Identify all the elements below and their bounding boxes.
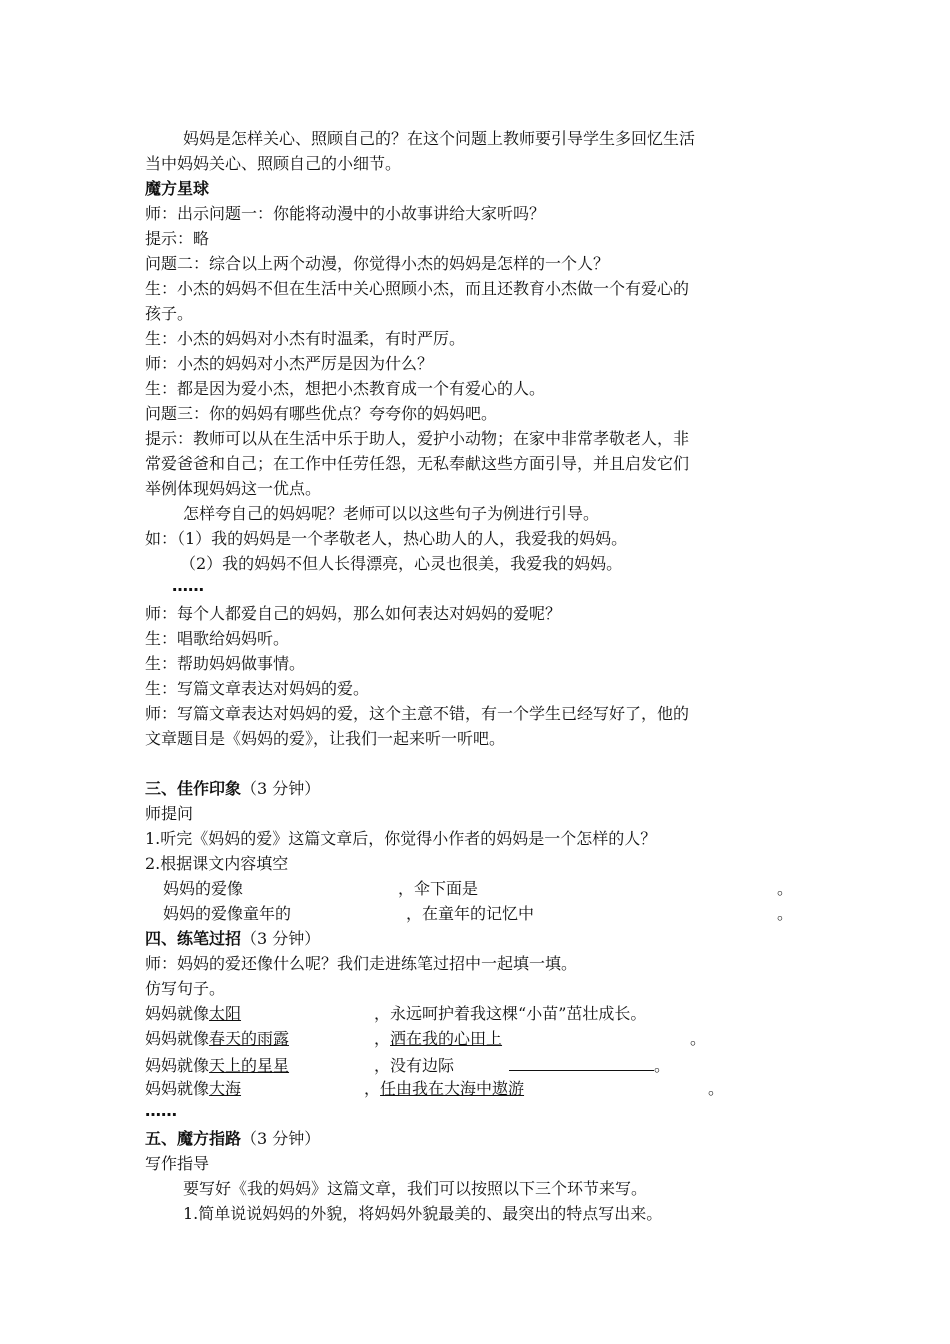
example-1: 如：（1）我的妈妈是一个孝敬老人，热心助人的人，我爱我的妈妈。 [145,529,628,548]
example-2: （2）我的妈妈不但人长得漂亮，心灵也很美，我爱我的妈妈。 [180,554,623,573]
imitation-row: 妈妈就像大海 ，任由我在大海中遨游 。 [145,1079,725,1098]
dialogue-line: 常爱爸爸和自己；在工作中任劳任怨，无私奉献这些方面引导，并且启发它们 [145,454,690,473]
writing-guide-line-1: 要写好《我的妈妈》这篇文章，我们可以按照以下三个环节来写。 [183,1179,648,1198]
section-5-title: 五、魔方指路 [145,1129,242,1148]
section-3-title: 三、佳作印象 [145,779,242,798]
intro-line-1: 妈妈是怎样关心、照顾自己的？在这个问题上教师要引导学生多回忆生活 [183,129,696,148]
dialogue-line: 文章题目是《妈妈的爱》，让我们一起来听一听吧。 [145,729,506,748]
dialogue-line: 孩子。 [145,304,194,323]
section-3-time: （3 分钟） [241,779,321,798]
dialogue-line: 举例体现妈妈这一优点。 [145,479,322,498]
imitation-row: 妈妈就像天上的星星 ，没有边际 。 [145,1056,671,1075]
dialogue-line: 问题三：你的妈妈有哪些优点？夸夸你的妈妈吧。 [145,404,498,423]
dialogue-line: 生：都是因为爱小杰，想把小杰教育成一个有爱心的人。 [145,379,546,398]
dialogue-line: 生：唱歌给妈妈听。 [145,629,290,648]
section-4-time: （3 分钟） [241,929,321,948]
dialogue-line: 生：小杰的妈妈不但在生活中关心照顾小杰，而且还教育小杰做一个有爱心的 [145,279,690,298]
dialogue-line: 师：小杰的妈妈对小杰严厉是因为什么？ [145,354,434,373]
mofang-heading: 魔方星球 [145,179,210,198]
section-4-lead: 师：妈妈的爱还像什么呢？我们走进练笔过招中一起填一填。 [145,954,578,973]
imitation-row: 妈妈就像春天的雨露 ，洒在我的心田上 。 [145,1029,707,1048]
fill-blank-2: 妈妈的爱像童年的 ，在童年的记忆中 。 [163,904,794,923]
dialogue-line: 师：写篇文章表达对妈妈的爱，这个主意不错，有一个学生已经写好了，他的 [145,704,690,723]
section-5-heading [145,1129,320,1149]
dialogue-line: 生：写篇文章表达对妈妈的爱。 [145,679,370,698]
how-to-praise: 怎样夸自己的妈妈呢？老师可以以这些句子为例进行引导。 [183,504,600,523]
answer-blank[interactable] [509,1054,654,1071]
writing-guide-label: 写作指导 [145,1154,210,1173]
section-3-heading [145,779,320,799]
ellipsis: …… [172,576,204,595]
teacher-asks: 师提问 [145,804,194,823]
imitation-row: 妈妈就像太阳 ，永远呵护着我这棵“小苗”茁壮成长。 [145,1004,647,1023]
question-1: 1.听完《妈妈的爱》这篇文章后，你觉得小作者的妈妈是一个怎样的人？ [145,829,657,848]
dialogue-line: 问题二：综合以上两个动漫，你觉得小杰的妈妈是怎样的一个人？ [145,254,610,273]
dialogue-line: 生：小杰的妈妈对小杰有时温柔，有时严厉。 [145,329,466,348]
ellipsis: …… [145,1101,177,1120]
dialogue-line: 师：每个人都爱自己的妈妈，那么如何表达对妈妈的爱呢？ [145,604,562,623]
section-4-title: 四、练笔过招 [145,929,242,948]
section-4-heading [145,929,320,949]
writing-guide-line-2: 1.简单说说妈妈的外貌，将妈妈外貌最美的、最突出的特点写出来。 [183,1204,663,1223]
section-5-time: （3 分钟） [241,1129,321,1148]
imitate-label: 仿写句子。 [145,979,226,998]
dialogue-line: 提示：教师可以从在生活中乐于助人，爱护小动物；在家中非常孝敬老人，非 [145,429,690,448]
dialogue-line: 师：出示问题一：你能将动漫中的小故事讲给大家听吗？ [145,204,546,223]
dialogue-line: 生：帮助妈妈做事情。 [145,654,306,673]
fill-blank-1: 妈妈的爱像 ，伞下面是 。 [163,879,794,898]
dialogue-line: 提示：略 [145,229,210,248]
question-2: 2.根据课文内容填空 [145,854,289,873]
intro-line-2: 当中妈妈关心、照顾自己的小细节。 [145,154,402,173]
